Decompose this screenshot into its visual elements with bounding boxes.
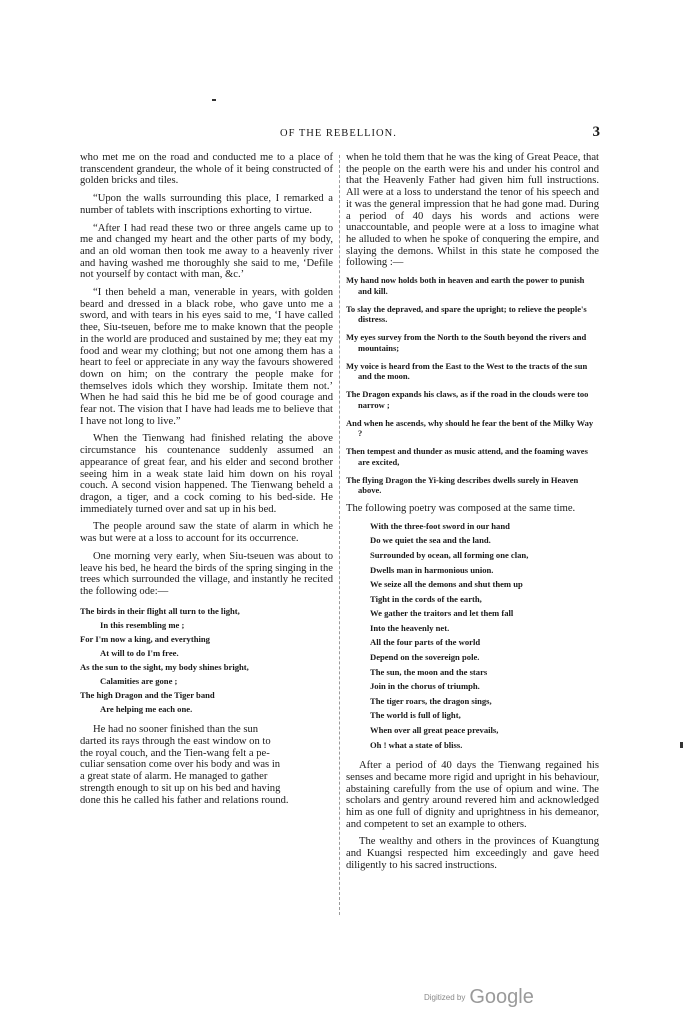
column-divider bbox=[339, 155, 340, 915]
verse: My eyes survey from the North to the South beyond the rivers and mountains; bbox=[346, 332, 587, 353]
verse: The Dragon expands his claws, as if the road in the clouds were too narrow ; bbox=[346, 389, 589, 410]
google-logo: Google bbox=[469, 986, 534, 1008]
poetry-intro: The following poetry was composed at the same time. bbox=[346, 503, 576, 515]
paragraph: The people around saw the state of alarm in which he was but were at a loss to account for its occurrence. bbox=[80, 521, 333, 545]
text-line: the royal couch, and the Tien-wang felt a pe- bbox=[80, 747, 270, 759]
paragraph: “I then beheld a man, venerable in years, with golden beard and dressed in a black robe, who gave unto me a sword, and with tears in his eyes said to me, ‘I have called thee, Siu-tseuen, before me to make known that the people in the world are produced and sustained by me; they eat my food and wear my clothing; but not one among them has a heart to feel or appreciate in any way the favours showered down on him; on the contrary the people make for themselves idols which they worship. Imitate them not.’ When he had said this he bid me be of good courage and fear not. The vision that I have had leads me to believe that I have not long to live.” bbox=[80, 287, 333, 427]
paragraph: One morning very early, when Siu-tseuen was about to leave his bed, he heard the birds of the spring singing in the trees which surrounded the village, and instantly he recited the following ode:— bbox=[80, 550, 333, 597]
scan-speck bbox=[212, 99, 216, 101]
poem-line: Oh ! what a state of bliss. bbox=[370, 739, 463, 750]
poem-line: Surrounded by ocean, all forming one clan, bbox=[370, 549, 529, 560]
paragraph: “After I had read these two or three angels came up to me and changed my heart and the other parts of my body, and an old woman then took me away to a heavenly river and having washed me thoroughly she said to me, ‘Defile not yourself by contact with man, &c.’ bbox=[80, 222, 333, 281]
ode-line: For I'm now a king, and everything bbox=[80, 633, 210, 644]
paragraph: The wealthy and others in the provinces of Kuangtung and Kuangsi respected him exceedingly and gave heed diligently to his sacred instructions. bbox=[346, 836, 599, 871]
poem-line: All the four parts of the world bbox=[370, 637, 481, 648]
poem-line: Into the heavenly net. bbox=[370, 622, 450, 633]
paragraph: After a period of 40 days the Tienwang regained his senses and became more rigid and upright in his behaviour, abstaining carefully from the use of opium and wine. The scholars and gentry around revered him and acknowledged him as one full of dignity and uprightness in his demeanor, and competent to set an example to others. bbox=[346, 760, 599, 830]
page-number: 3 bbox=[592, 124, 600, 140]
left-column bbox=[80, 152, 333, 806]
ode-line: The high Dragon and the Tiger band bbox=[80, 690, 215, 701]
verse: Then tempest and thunder as music attend, and the foaming waves are excited, bbox=[346, 446, 588, 467]
poem-line: Depend on the sovereign pole. bbox=[370, 652, 480, 663]
scan-speck bbox=[680, 742, 683, 748]
ode bbox=[80, 604, 333, 717]
page-header bbox=[80, 124, 600, 144]
poem-line: The sun, the moon and the stars bbox=[370, 666, 488, 677]
closing-paragraph bbox=[80, 724, 333, 806]
text-line: culiar sensation come over his body and was in bbox=[80, 759, 281, 771]
ode-line: The birds in their flight all turn to the light, bbox=[80, 605, 240, 616]
verse: The flying Dragon the Yi-king describes dwells surely in Heaven above. bbox=[346, 474, 579, 496]
poem-line: Join in the chorus of triumph. bbox=[370, 681, 480, 692]
poem-line: The tiger roars, the dragon sings, bbox=[370, 695, 492, 706]
poem-line: The world is full of light, bbox=[370, 710, 461, 721]
paragraph: who met me on the road and conducted me to a place of transcendent grandeur, the whole of it being constructed of golden bricks and tiles. bbox=[80, 152, 333, 187]
poem-line: Do we quiet the sea and the land. bbox=[370, 535, 491, 546]
digitized-label: Digitized by bbox=[424, 993, 466, 1002]
text-line: strength enough to sit up on his bed and having bbox=[80, 782, 281, 794]
text-line: darted its rays through the east window on to bbox=[80, 736, 271, 748]
running-head: OF THE REBELLION. bbox=[280, 128, 397, 139]
ode-line: In this resembling me ; bbox=[100, 619, 185, 630]
paragraph: “Upon the walls surrounding this place, I remarked a number of tablets with inscriptions exhorting to virtue. bbox=[80, 193, 333, 216]
ode-line: Calamities are gone ; bbox=[100, 676, 178, 687]
poem-line: Dwells man in harmonious union. bbox=[370, 564, 494, 575]
poem bbox=[346, 519, 599, 753]
ode-line: As the sun to the sight, my body shines bright, bbox=[80, 661, 249, 672]
poem-line: We seize all the demons and shut them up bbox=[370, 579, 523, 590]
poem-line: With the three-foot sword in our hand bbox=[370, 520, 510, 531]
paragraph: When the Tienwang had finished relating the above circumstance his countenance suddenly assumed an appearance of great fear, and his elder and second brother seeing him in a weak state laid him down on his royal couch. A second vision happened. The Tienwang beheld a dragon, a tiger, and a cock coming to his bed-side. He immediately turned over and sat up in his bed. bbox=[80, 433, 333, 515]
paragraph: when he told them that he was the king of Great Peace, that the people on the earth were his and under his control and that the Heavenly Father had given him full instructions. All were at a loss to understand the tenor of his speech and it was the general impression that he had gone mad. During a period of 40 days his words and actions were unaccountable, and people were at a loss to imagine what he alluded to when he spoke of conquering the empire, and slaying the demons. Whilst in this state he composed the following :— bbox=[346, 152, 599, 269]
ode-line: Are helping me each one. bbox=[100, 704, 193, 715]
digitization-watermark bbox=[424, 986, 534, 1009]
verse: To slay the depraved, and spare the upright; to relieve the people's distress. bbox=[346, 303, 587, 325]
ode-line: At will to do I'm free. bbox=[100, 647, 179, 658]
text-line: He had no sooner finished than the sun bbox=[93, 724, 259, 736]
text-line: done this he called his father and relations round. bbox=[80, 794, 289, 806]
verse: My voice is heard from the East to the West to the tracts of the sun and the moon. bbox=[346, 360, 588, 382]
right-column bbox=[346, 152, 599, 878]
verse: My hand now holds both in heaven and earth the power to punish and kill. bbox=[346, 275, 585, 296]
text-line: a great state of alarm. He managed to gather bbox=[80, 771, 268, 783]
poem-line: Tight in the cords of the earth, bbox=[370, 593, 482, 604]
poem-line: When over all great peace prevails, bbox=[370, 725, 499, 736]
poem-line: We gather the traitors and let them fall bbox=[370, 608, 514, 619]
verse: And when he ascends, why should he fear the bent of the Milky Way ? bbox=[346, 417, 594, 439]
